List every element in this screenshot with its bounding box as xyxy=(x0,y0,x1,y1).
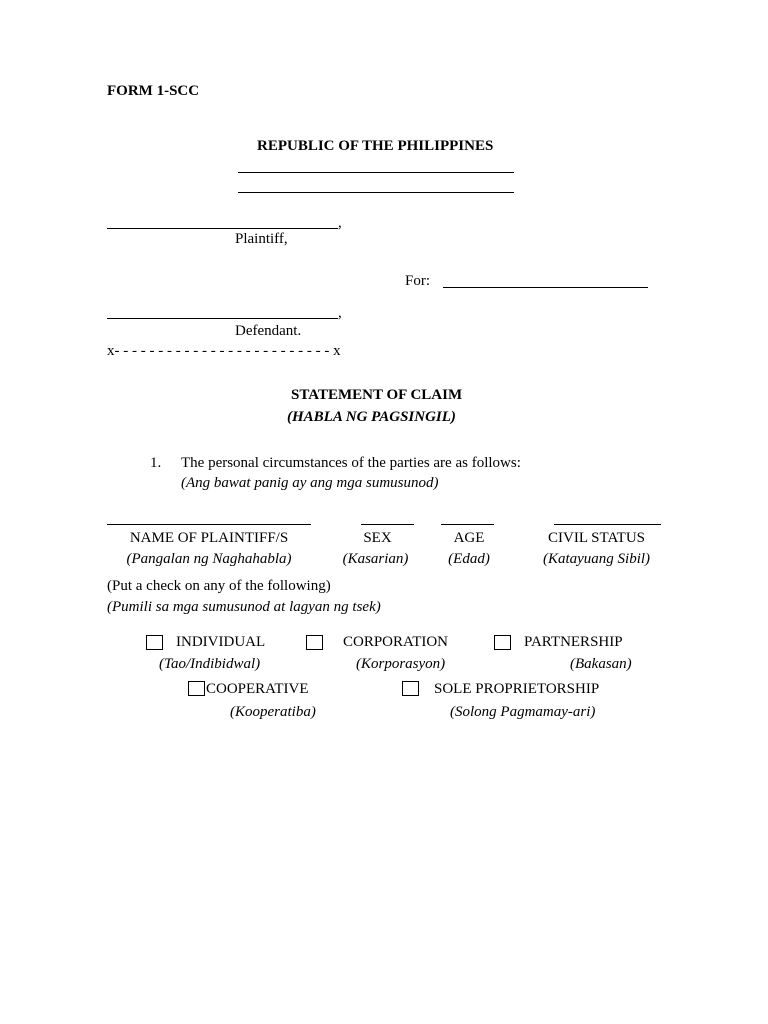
cooperative-label: COOPERATIVE xyxy=(206,681,309,697)
age-blank[interactable] xyxy=(441,524,494,525)
sole-proprietorship-checkbox[interactable] xyxy=(402,681,419,696)
corporation-translation: (Korporasyon) xyxy=(356,656,446,672)
civil-status-column-label: CIVIL STATUS xyxy=(548,530,645,546)
plaintiff-label: Plaintiff, xyxy=(235,231,288,247)
defendant-label: Defendant. xyxy=(235,323,302,339)
name-column-label: NAME OF PLAINTIFF/S xyxy=(129,530,289,546)
individual-checkbox[interactable] xyxy=(146,635,163,650)
item-number: 1. xyxy=(150,455,162,471)
plaintiff-comma: , xyxy=(338,215,342,231)
name-column-translation: (Pangalan ng Naghahabla) xyxy=(126,551,292,567)
plaintiff-name-blank[interactable] xyxy=(107,228,338,229)
cooperative-translation: (Kooperatiba) xyxy=(230,704,316,720)
defendant-name-blank[interactable] xyxy=(107,318,338,319)
individual-translation: (Tao/Indibidwal) xyxy=(159,656,261,672)
civil-status-column-translation: (Katayuang Sibil) xyxy=(542,551,651,567)
document-title: STATEMENT OF CLAIM xyxy=(291,387,463,403)
court-blank-line-1[interactable] xyxy=(238,172,514,173)
sex-blank[interactable] xyxy=(361,524,414,525)
check-instruction-translation: (Pumili sa mga sumusunod at lagyan ng tsek) xyxy=(107,599,381,615)
partnership-checkbox[interactable] xyxy=(494,635,511,650)
caption-separator: x- - - - - - - - - - - - - - - - - - - - - - - - - x xyxy=(107,343,341,359)
for-label: For: xyxy=(405,273,431,289)
age-column-label: AGE xyxy=(453,530,485,546)
document-subtitle: (HABLA NG PAGSINGIL) xyxy=(287,409,456,425)
partnership-label: PARTNERSHIP xyxy=(524,634,623,650)
form-code: FORM 1-SCC xyxy=(107,83,200,99)
check-instruction: (Put a check on any of the following) xyxy=(107,578,331,594)
item-text: The personal circumstances of the parties are as follows: xyxy=(181,455,521,471)
for-blank[interactable] xyxy=(443,287,648,288)
corporation-checkbox[interactable] xyxy=(306,635,323,650)
cooperative-checkbox[interactable] xyxy=(188,681,205,696)
sex-column-label: SEX xyxy=(363,530,392,546)
age-column-translation: (Edad) xyxy=(448,551,490,567)
civil-status-blank[interactable] xyxy=(554,524,661,525)
court-blank-line-2[interactable] xyxy=(238,192,514,193)
sole-proprietorship-translation: (Solong Pagmamay-ari) xyxy=(450,704,596,720)
item-text-translation: (Ang bawat panig ay ang mga sumusunod) xyxy=(181,475,439,491)
republic-heading: REPUBLIC OF THE PHILIPPINES xyxy=(257,138,494,154)
partnership-translation: (Bakasan) xyxy=(570,656,632,672)
name-blank[interactable] xyxy=(107,524,311,525)
corporation-label: CORPORATION xyxy=(343,634,449,650)
defendant-comma: , xyxy=(338,305,342,321)
sex-column-translation: (Kasarian) xyxy=(342,551,409,567)
sole-proprietorship-label: SOLE PROPRIETORSHIP xyxy=(434,681,600,697)
individual-label: INDIVIDUAL xyxy=(176,634,266,650)
